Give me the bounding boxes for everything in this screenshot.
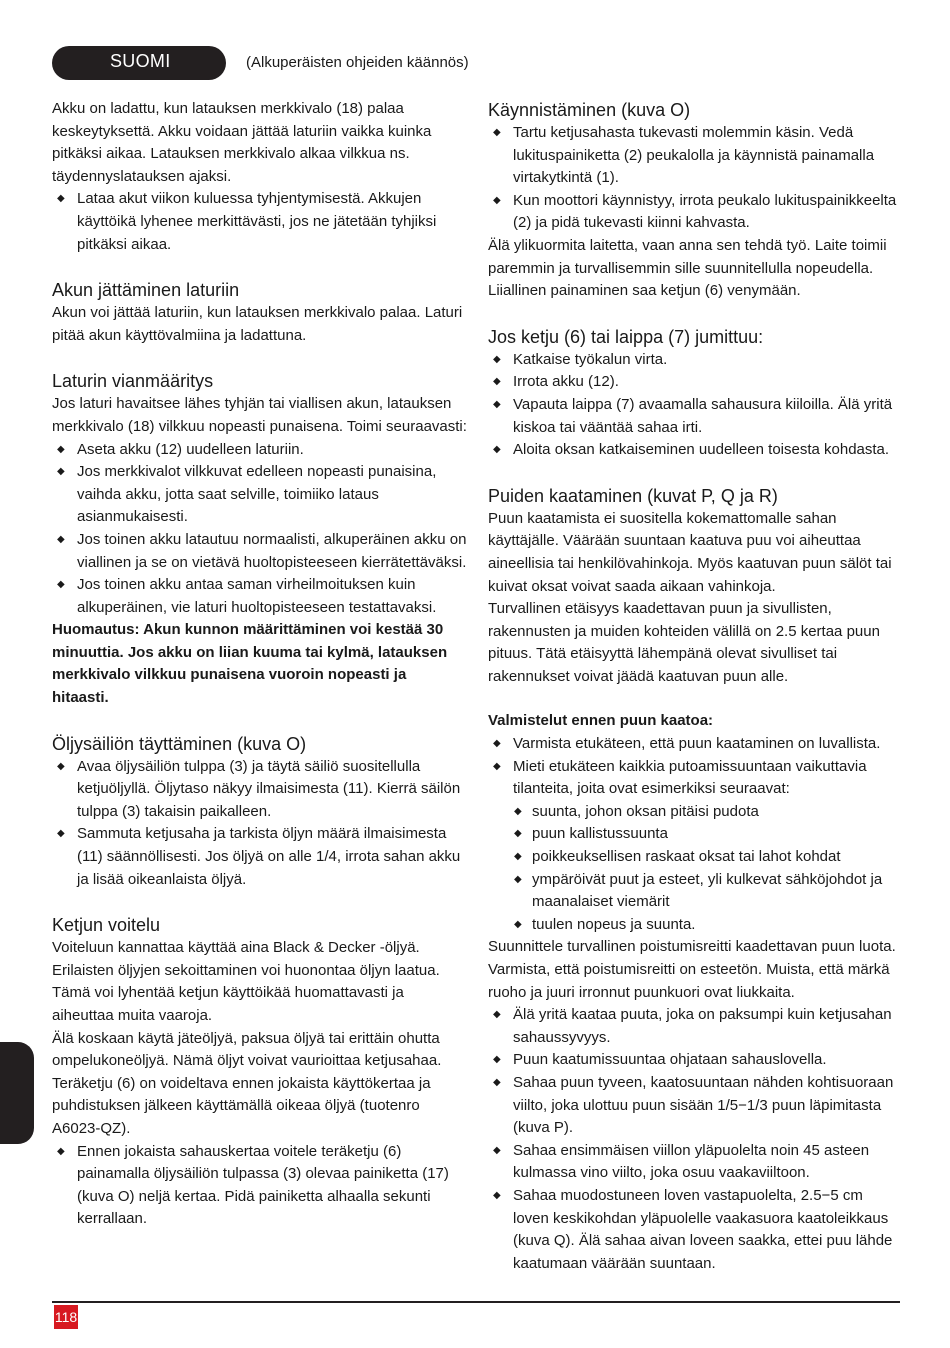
section-heading: Ketjun voitelu	[52, 915, 161, 936]
list-item: ◆ Aseta akku (12) uudelleen laturiin.	[52, 439, 467, 462]
page-number: 118	[54, 1305, 78, 1329]
note-paragraph: Huomautus: Akun kunnon määrittäminen voi kestää 30 minuuttia. Jos akku on liian kuuma tai kylmä, latauksen merkkivalo vilkkuu punaisena vuoroin nopeasti ja hitaasti.	[52, 621, 448, 707]
list-item: ◆ Älä yritä kaataa puuta, joka on paksumpi kuin ketjusahan sahaussyvyys.	[488, 1004, 898, 1049]
list-item: ◆ Tartu ketjusahasta tukevasti molemmin käsin. Vedä lukituspainiketta (2) peukalolla ja käynnistä painamalla virtakytkintä (1).	[488, 122, 898, 190]
translation-note: (Alkuperäisten ohjeiden käännös)	[246, 54, 469, 71]
section-paragraph: Voiteluun kannattaa käyttää aina Black & Decker -öljyä. Erilaisten öljyjen sekoittaminen voi huonontaa öljyn laatua. Tämä voi lyhentää ketjun käyttöikää huomattavasti ja aiheuttaa muita vaaroja.	[52, 939, 440, 1024]
list-item: ◆ Kun moottori käynnistyy, irrota peukalo lukituspainikkeelta (2) ja pidä tukevasti kiinni kahvasta.	[488, 190, 898, 235]
sublist-item: ◆ ympäröivät puut ja esteet, yli kulkevat sähköjohdot ja maanalaiset viemärit	[488, 869, 898, 914]
list-item: ◆ Sahaa ensimmäisen viillon yläpuolelta noin 45 asteen kulmassa vino viilto, joka osuu vaakaviiltoon.	[488, 1140, 898, 1185]
language-text: SUOMI	[110, 51, 171, 71]
section-paragraph: Älä ylikuormita laitetta, vaan anna sen tehdä työ. Laite toimii paremmin ja turvallisemmin sille suunnitellulla nopeudella. Liiallinen painaminen saa ketjun (6) venymään.	[488, 236, 887, 300]
sublist-item: ◆ suunta, johon oksan pitäisi pudota	[488, 801, 898, 824]
section-paragraph: Turvallinen etäisyys kaadettavan puun ja sivullisten, rakennusten ja muiden kohteiden välillä on 2.5 kertaa puun pituus. Tätä etäisyyttä lähempänä olevat sivulliset tai rakennukset voivat jäädä kaatuvan puun alle.	[488, 600, 880, 685]
intro-paragraph: Akku on ladattu, kun latauksen merkkivalo (18) palaa keskeytyksettä. Akku voidaan jättää laturiin vaikka kuinka pitkäksi aikaa. Latauksen merkkivalo alkaa vilkkua ns. täydennyslatauksen ajaksi.	[52, 100, 432, 185]
felling-steps-list	[488, 1004, 898, 1275]
list-item: ◆ Mieti etukäteen kaikkia putoamissuuntaan vaikuttavia tilanteita, joita ovat esimerkiksi seuraavat:	[488, 756, 898, 801]
section-heading: Jos ketju (6) tai laippa (7) jumittuu:	[488, 326, 764, 347]
list-item: ◆ Sahaa puun tyveen, kaatosuuntaan nähden kohtisuoraan viilto, joka ulottuu puun sisään 1/5−1/3 puun läpimitasta (kuva P).	[488, 1072, 898, 1140]
list-item: ◆ Katkaise työkalun virta.	[488, 349, 898, 372]
list-item: ◆ Ennen jokaista sahauskertaa voitele teräketju (6) painamalla öljysäiliön tulpassa (3) olevaa painiketta (17) (kuva O) neljä kertaa. Pidä painiketta alhaalla sekunti kerrallaan.	[52, 1141, 467, 1231]
oil-fill-list	[52, 756, 467, 892]
section-heading: Laturin vianmääritys	[52, 371, 214, 392]
sublist-item: ◆ poikkeuksellisen raskaat oksat tai lahot kohdat	[488, 846, 898, 869]
section-paragraph: Suunnittele turvallinen poistumisreitti kaadettavan puun luota. Varmista, että poistumisreitti on esteetön. Muista, että märkä ruoho ja juuri irronnut puunkuori ovat liukkaita.	[488, 938, 896, 1001]
lubrication-list	[52, 1141, 467, 1231]
list-item: ◆ Aloita oksan katkaiseminen uudelleen toisesta kohdasta.	[488, 439, 898, 462]
section-side-tab	[0, 1042, 34, 1144]
intro-list	[52, 188, 467, 256]
starting-list	[488, 122, 898, 235]
section-heading: Käynnistäminen (kuva O)	[488, 100, 691, 120]
section-paragraph: Akun voi jättää laturiin, kun latauksen merkkivalo palaa. Laturi pitää akun käyttövalmiina ja ladattuna.	[52, 304, 463, 344]
list-item: ◆ Vapauta laippa (7) avaamalla sahausura kiiloilla. Älä yritä kiskoa tai vääntää sahaa irti.	[488, 394, 898, 439]
subsection-heading: Valmistelut ennen puun kaatoa:	[488, 712, 714, 730]
list-item: ◆ Lataa akut viikon kuluessa tyhjentymisestä. Akkujen käyttöikä lyhenee merkittävästi, jos ne jätetään tyhjiksi pitkäksi aikaa.	[52, 188, 467, 256]
list-item: ◆ Sammuta ketjusaha ja tarkista öljyn määrä ilmaisimesta (11) säännöllisesti. Jos öljyä on alle 1/4, irrota sahan akku ja lisää oikeanlaista öljyä.	[52, 823, 467, 891]
left-column	[52, 98, 467, 1231]
list-item: ◆ Varmista etukäteen, että puun kaataminen on luvallista.	[488, 733, 898, 756]
section-heading: Öljysäiliön täyttäminen (kuva O)	[52, 733, 307, 754]
footer-rule	[52, 1301, 900, 1303]
right-column	[488, 98, 898, 1275]
sublist-item: ◆ tuulen nopeus ja suunta.	[488, 914, 898, 937]
section-heading: Puiden kaataminen (kuvat P, Q ja R)	[488, 485, 778, 506]
list-item: ◆ Jos toinen akku latautuu normaalisti, alkuperäinen akku on viallinen ja se on vietävä huoltopisteeseen kierrätettäväksi.	[52, 529, 467, 574]
section-paragraph: Älä koskaan käytä jäteöljyä, paksua öljyä tai erittäin ohutta ompelukoneöljyä. Nämä öljyt voivat vaurioittaa ketjusahaa.	[52, 1029, 442, 1070]
section-paragraph: Puun kaatamista ei suositella kokemattomalle sahan käyttäjälle. Väärään suuntaan kaatuva puu voi aiheuttaa aineellisia tai henkilövahinkoja. Myös kaatuvan puun sälöt tai kuivat oksat voivat saada aikaan vahinkoja.	[488, 509, 892, 595]
list-item: ◆ Sahaa muodostuneen loven vastapuolelta, 2.5−5 cm loven keskikohdan yläpuolelle vaakasuora kaatoleikkaus (kuva Q). Älä sahaa aivan loveen saakka, ettei puu lähde kaatumaan väärään suuntaan.	[488, 1185, 898, 1275]
preparation-list	[488, 733, 898, 801]
language-label	[52, 46, 226, 80]
list-item: ◆ Irrota akku (12).	[488, 371, 898, 394]
list-item: ◆ Avaa öljysäiliön tulppa (3) ja täytä säiliö suositellulla ketjuöljyllä. Öljytaso näkyy ilmaisimesta (11). Kierrä säilön tulppa (3) takaisin paikalleen.	[52, 756, 467, 824]
list-item: ◆ Jos toinen akku antaa saman virheilmoituksen kuin alkuperäinen, vie laturi huoltopisteeseen testattavaksi.	[52, 574, 467, 619]
list-item: ◆ Jos merkkivalot vilkkuvat edelleen nopeasti punaisina, vaihda akku, jotta saat selville, toimiiko lataus asianmukaisesti.	[52, 461, 467, 529]
list-item: ◆ Puun kaatumissuuntaa ohjataan sahauslovella.	[488, 1049, 898, 1072]
troubleshooting-list	[52, 439, 467, 620]
section-paragraph: Teräketju (6) on voideltava ennen jokaista käyttökertaa ja puhdistuksen jälkeen käyttämällä oikeaa öljyä (tuotenro A6023-QZ).	[52, 1074, 431, 1137]
section-heading: Akun jättäminen laturiin	[52, 280, 240, 301]
section-paragraph: Jos laturi havaitsee lähes tyhjän tai viallisen akun, latauksen merkkivalo (18) vilkkuu nopeasti punaisena. Toimi seuraavasti:	[52, 395, 467, 435]
jam-list	[488, 349, 898, 462]
sublist-item: ◆ puun kallistussuunta	[488, 823, 898, 846]
preparation-sublist	[488, 801, 898, 937]
